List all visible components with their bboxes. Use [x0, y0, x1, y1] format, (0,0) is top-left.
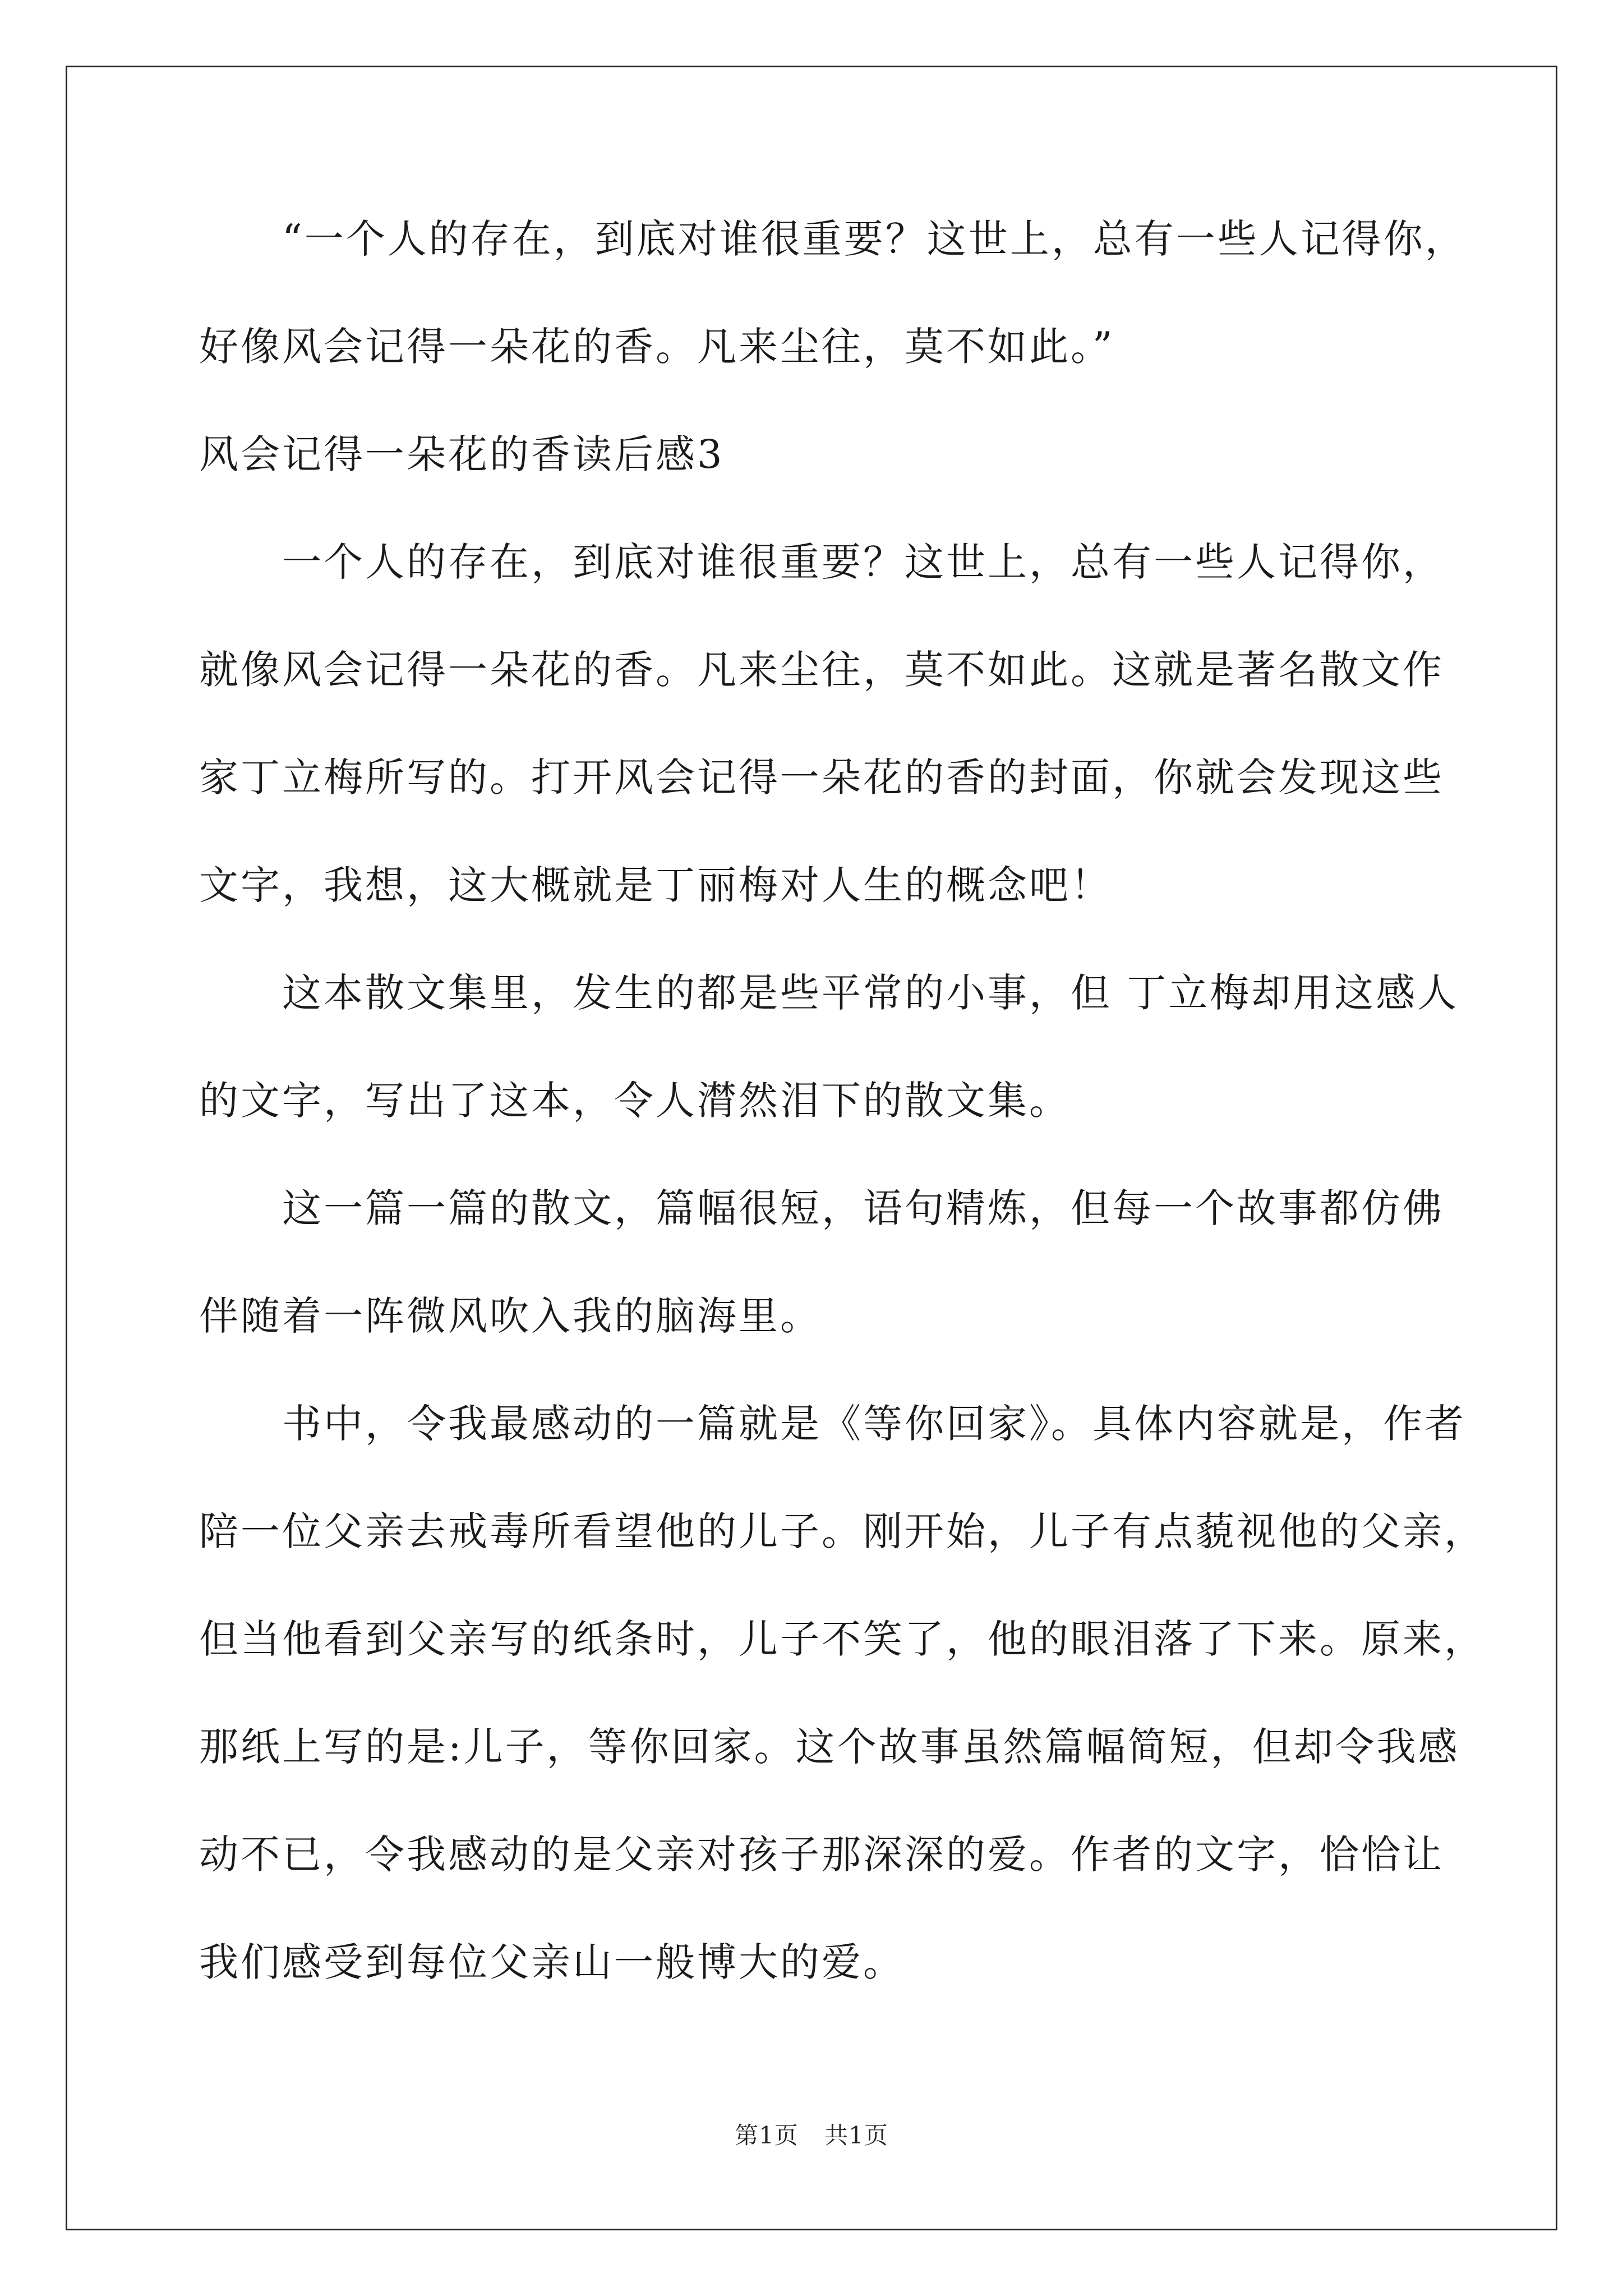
p3-line-2: 伴随着一阵微风吹入我的脑海里。: [199, 1293, 822, 1339]
p4-line-1: 书中，令我最感动的一篇就是《等你回家》。具体内容就是，作者: [282, 1401, 1466, 1447]
page-footer: [0, 2122, 1623, 2150]
document-body: [199, 213, 1486, 2044]
p4-line-6: 我们感受到每位父亲山一般博大的爱。: [199, 1939, 905, 1985]
intro-quote-paragraph: [199, 213, 1467, 372]
p4-line-5: 动不已，令我感动的是父亲对孩子那深深的爱。作者的文字，恰恰让: [199, 1832, 1444, 1878]
p1-line-3: 家丁立梅所写的。打开风会记得一朵花的香的封面，你就会发现这些: [199, 754, 1444, 800]
p1-line-2: 就像风会记得一朵花的香。凡来尘往，莫不如此。这就是著名散文作: [199, 647, 1444, 693]
p4-line-2: 陪一位父亲去戒毒所看望他的儿子。刚开始，儿子有点藐视他的父亲，: [199, 1508, 1486, 1554]
p1-line-1: 一个人的存在，到底对谁很重要？这世上，总有一些人记得你，: [282, 539, 1444, 585]
paragraph-3: [199, 1182, 1444, 1342]
page-number-total: 共1页: [824, 2122, 888, 2149]
paragraph-2: [199, 967, 1459, 1126]
p4-line-3: 但当他看到父亲写的纸条时，儿子不笑了，他的眼泪落了下来。原来，: [199, 1616, 1486, 1662]
intro-line-2: 好像风会记得一朵花的香。凡来尘往，莫不如此。”: [199, 324, 1115, 370]
paragraph-4: [199, 1398, 1486, 1988]
paragraph-1: [199, 536, 1444, 911]
section-heading: 风会记得一朵花的香读后感3: [199, 431, 725, 477]
intro-line-1: “一个人的存在，到底对谁很重要？这世上，总有一些人记得你，: [282, 216, 1467, 262]
p2-line-1: 这本散文集里，发生的都是些平常的小事，但 丁立梅却用这感人: [282, 970, 1459, 1016]
p3-line-1: 这一篇一篇的散文，篇幅很短，语句精炼，但每一个故事都仿佛: [282, 1185, 1444, 1231]
p2-line-2: 的文字，写出了这本，令人潸然泪下的散文集。: [199, 1078, 1071, 1124]
p1-line-4: 文字，我想，这大概就是丁丽梅对人生的概念吧！: [199, 862, 1112, 908]
p4-line-4: 那纸上写的是:儿子，等你回家。这个故事虽然篇幅简短，但却令我感: [199, 1724, 1460, 1770]
page-number-current: 第1页: [735, 2122, 799, 2149]
